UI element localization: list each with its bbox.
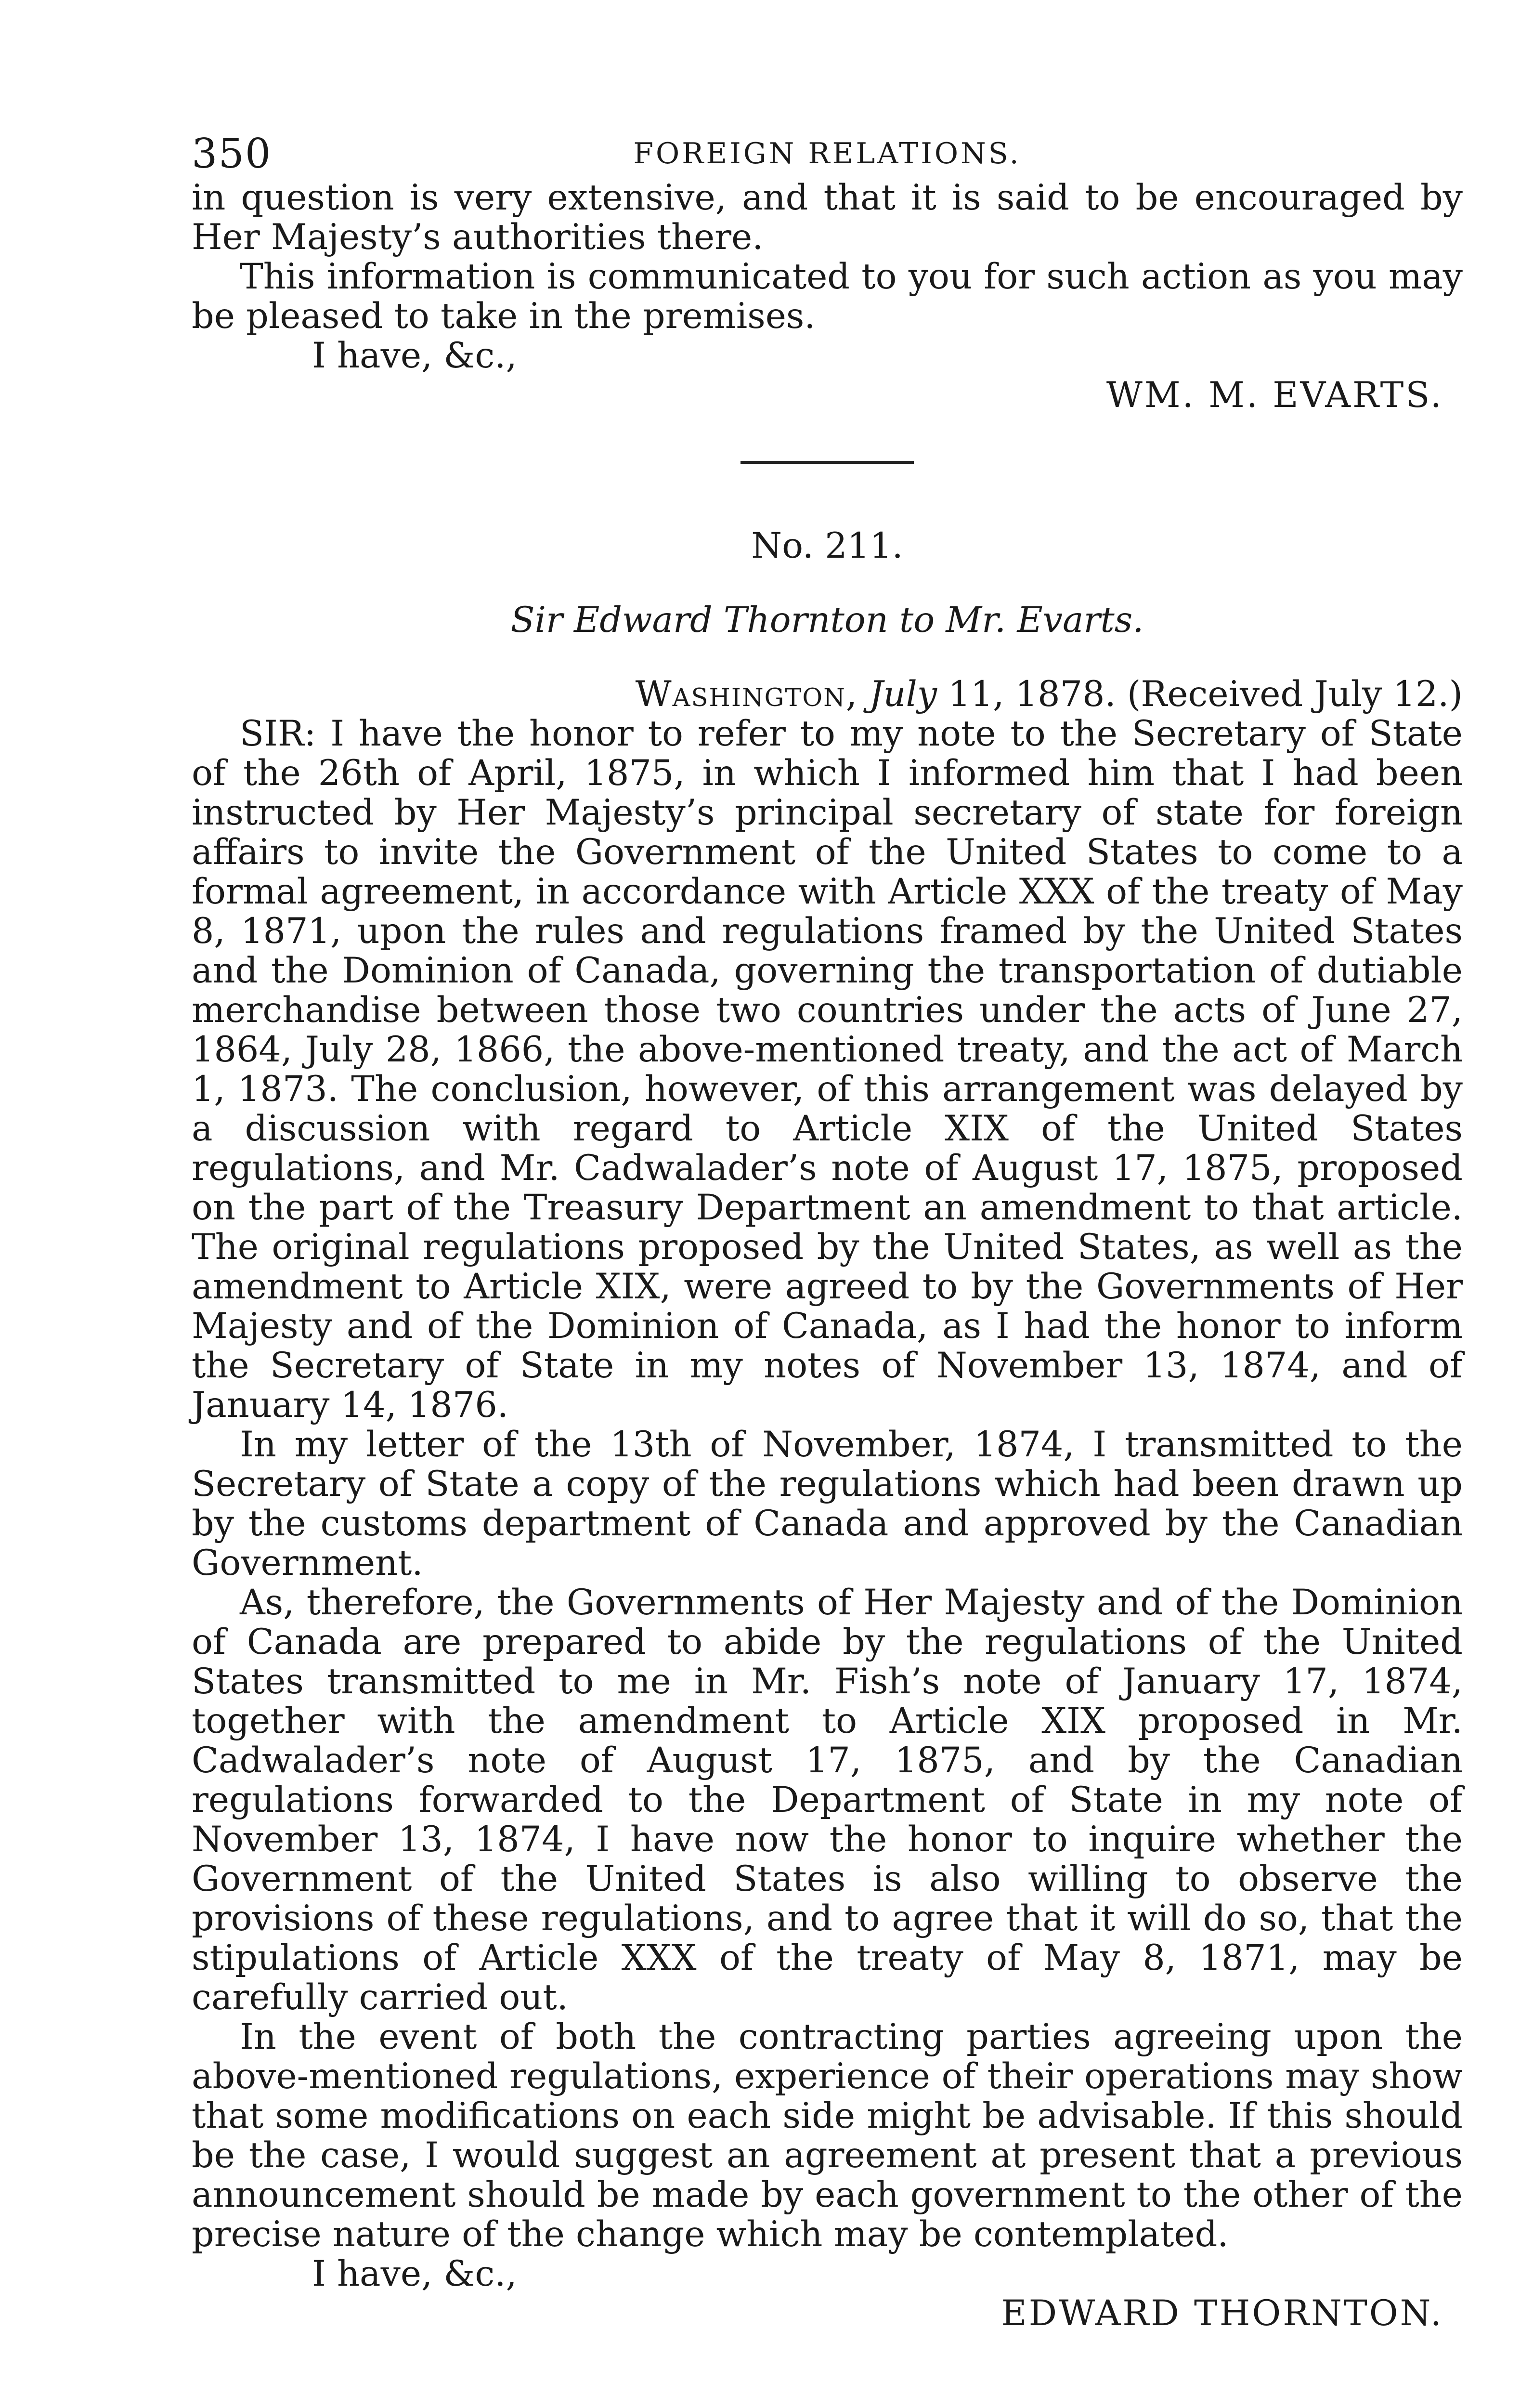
document-number: No. 211. <box>751 525 903 566</box>
letter-1-signature: WM. M. EVARTS. <box>1106 375 1443 416</box>
letter-2-paragraph-1: SIR: I have the honor to refer to my note to the Secretary of State of the 26th of April, 1875, in which I informed him that I had been instructed by Her Majesty’s principal secretary of state for foreign affairs to invite the Government of the United States to come to a formal agreement, in accordance with Article XXX of the treaty of May 8, 1871, upon the rules and regulations framed by the United States and the Dominion of Canada, governing the transportation of dutiable merchandise between those two countries under the acts of June 27, 1864, July 28, 1866, the above-mentioned treaty, and the act of March 1, 1873. The conclusion, however, of this arrangement was delayed by a discussion with regard to Article XIX of the United States regulations, and Mr. Cadwalader’s note of August 17, 1875, proposed on the part of the Treasury Department an amendment to that article. The original regulations proposed by the United States, as well as the amendment to Article XIX, were agreed to by the Governments of Her Majesty and of the Dominion of Canada, as I had the honor to inform the Secretary of State in my notes of November 13, 1874, and of January 14, 1876. <box>192 713 1463 1426</box>
dateline-date: 11, 1878. <box>948 674 1116 715</box>
letter-1-paragraph-1: in question is very extensive, and that it is said to be encouraged by Her Majesty’s authorities there. <box>192 177 1463 258</box>
letter-1-body <box>192 178 1463 336</box>
dateline-received: (Received July 12.) <box>1127 674 1463 715</box>
letter-2-closing: I have, &c., <box>312 2253 517 2294</box>
running-title: FOREIGN RELATIONS. <box>633 137 1021 170</box>
letter-1-paragraph-2: This information is communicated to you for such action as you may be pleased to take in the premises. <box>192 256 1463 337</box>
dateline-month: July <box>869 674 937 715</box>
section-divider <box>741 461 914 464</box>
document-page <box>192 130 1463 2333</box>
running-head <box>192 130 1463 178</box>
letter-2-signature: EDWARD THORNTON. <box>1001 2293 1443 2334</box>
letter-2-paragraph-3: As, therefore, the Governments of Her Majesty and of the Dominion of Canada are prepared to abide by the regulations of the United States transmitted to me in Mr. Fish’s note of January 17, 1874, together with the amendment to Article XIX proposed in Mr. Cadwalader’s note of August 17, 1875, and by the Canadian regulations forwarded to the Department of State in my note of November 13, 1874, I have now the honor to inquire whether the Government of the United States is also willing to observe the provisions of these regulations, and to agree that it will do so, that the stipulations of Article XXX of the treaty of May 8, 1871, may be carefully carried out. <box>192 1582 1463 2018</box>
page-number: 350 <box>192 130 272 177</box>
dateline-place: Washington, <box>635 674 858 715</box>
dateline <box>192 675 1463 714</box>
letter-2-body <box>192 714 1463 2254</box>
document-heading: Sir Edward Thornton to Mr. Evarts. <box>510 600 1144 641</box>
letter-2-paragraph-2: In my letter of the 13th of November, 1874, I transmitted to the Secretary of State a copy of the regulations which had been drawn up by the customs department of Canada and approved by the Canadian Government. <box>192 1424 1463 1584</box>
letter-1-closing: I have, &c., <box>312 335 517 376</box>
letter-2-paragraph-4: In the event of both the contracting parties agreeing upon the above-mentioned regulations, experience of their operations may show that some modifications on each side might be advisable. If this should be the case, I would suggest an agreement at present that a previous announcement should be made by each government to the other of the precise nature of the change which may be contemplated. <box>192 2016 1463 2255</box>
